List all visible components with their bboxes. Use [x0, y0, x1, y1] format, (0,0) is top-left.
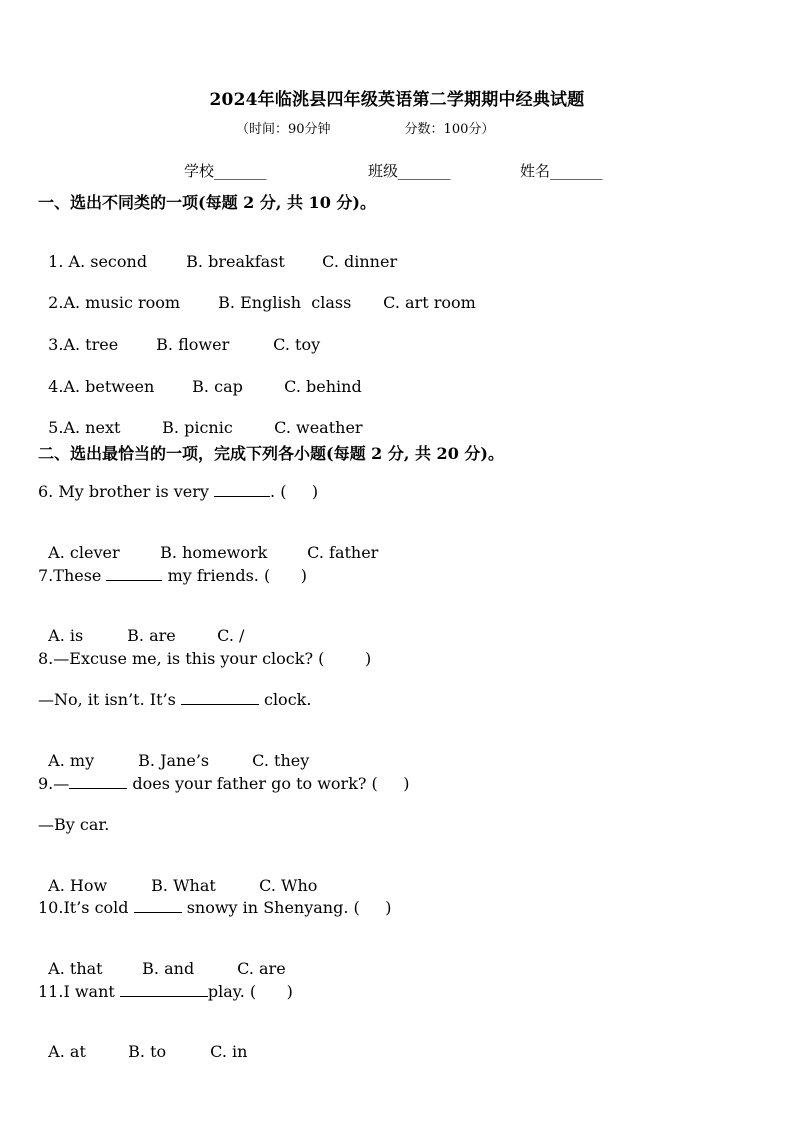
exam-time: （时间：90分钟: [236, 122, 331, 137]
option-c: C. toy: [273, 335, 321, 354]
stem-text: —No, it isn’t. It’s: [38, 690, 181, 709]
option-c: C. art room: [383, 293, 476, 312]
question-9-stem: [38, 774, 409, 793]
question-6-options: [38, 524, 378, 562]
question-8-options: [38, 732, 309, 770]
option-a: A. clever: [48, 543, 120, 562]
option-c: C. weather: [274, 418, 363, 437]
option-b: B. What: [151, 876, 216, 895]
option-a: A. is: [48, 626, 84, 645]
option-b: B. breakfast: [186, 252, 285, 271]
stem-text: does your father go to work? ( ): [127, 774, 410, 793]
question-7-stem: [38, 566, 307, 585]
option-c: C. Who: [259, 876, 318, 895]
section-1-heading: 一、选出不同类的一项(每题 2 分, 共 10 分)。: [38, 193, 376, 212]
option-c: C. father: [307, 543, 379, 562]
class-field: 班级_______: [368, 162, 451, 180]
option-a: 4.A. between: [48, 377, 155, 396]
exam-meta: [236, 118, 494, 137]
option-a: 3.A. tree: [48, 335, 119, 354]
option-a: 1. A. second: [48, 252, 148, 271]
section-2-heading: 二、选出最恰当的一项，完成下列各小题(每题 2 分, 共 20 分)。: [38, 444, 504, 463]
exam-score: 分数：100分）: [404, 122, 495, 137]
question-7-options: [38, 607, 244, 645]
question-10-stem: [38, 898, 391, 917]
question-9-options: [38, 857, 317, 895]
page-title: 2024年临洮县四年级英语第二学期期中经典试题: [209, 90, 585, 110]
question-5: [38, 399, 363, 437]
question-8-stem: 8.—Excuse me, is this your clock? ( ): [38, 649, 372, 668]
option-b: B. homework: [160, 543, 268, 562]
option-b: B. and: [142, 959, 195, 978]
answer-blank[interactable]: [106, 566, 162, 581]
option-a: A. at: [48, 1042, 86, 1061]
option-b: B. flower: [156, 335, 230, 354]
option-b: B. picnic: [162, 418, 233, 437]
stem-text: 6. My brother is very: [38, 482, 215, 501]
option-b: B. are: [127, 626, 176, 645]
option-a: 5.A. next: [48, 418, 121, 437]
question-11-stem: [38, 982, 293, 1001]
question-10-options: [38, 940, 286, 978]
option-a: 2.A. music room: [48, 293, 181, 312]
stem-text: my friends. ( ): [162, 566, 307, 585]
option-c: C. in: [210, 1042, 248, 1061]
stem-text: 9.—: [38, 774, 70, 793]
answer-blank[interactable]: [134, 898, 182, 913]
option-c: C. dinner: [322, 252, 398, 271]
answer-blank[interactable]: [181, 690, 259, 705]
question-11-options: [38, 1023, 247, 1061]
option-c: C. behind: [284, 377, 362, 396]
question-2: [38, 274, 476, 312]
stem-text: clock.: [258, 690, 312, 709]
answer-blank[interactable]: [214, 482, 270, 497]
option-c: C. are: [237, 959, 286, 978]
answer-blank[interactable]: [120, 982, 208, 997]
option-a: A. that: [48, 959, 103, 978]
school-field: 学校_______: [184, 162, 267, 180]
option-b: B. cap: [192, 377, 243, 396]
question-1: [38, 233, 397, 271]
stem-text: play. ( ): [207, 982, 293, 1001]
question-3: [38, 316, 320, 354]
option-b: B. Jane’s: [138, 751, 210, 770]
option-b: B. to: [128, 1042, 167, 1061]
question-6-stem: [38, 482, 318, 501]
stem-text: snowy in Shenyang. ( ): [181, 898, 392, 917]
stem-text: 11.I want: [38, 982, 120, 1001]
stem-text: 10.It’s cold: [38, 898, 134, 917]
question-8-reply: [38, 690, 311, 709]
option-a: A. How: [48, 876, 108, 895]
stem-text: . ( ): [270, 482, 319, 501]
name-field: 姓名_______: [520, 162, 603, 180]
stem-text: 7.These: [38, 566, 107, 585]
question-9-reply: —By car.: [38, 815, 110, 834]
option-c: C. they: [252, 751, 310, 770]
option-c: C. /: [217, 626, 245, 645]
option-b: B. English class: [218, 293, 352, 312]
option-a: A. my: [48, 751, 95, 770]
answer-blank[interactable]: [69, 774, 127, 789]
question-4: [38, 358, 362, 396]
